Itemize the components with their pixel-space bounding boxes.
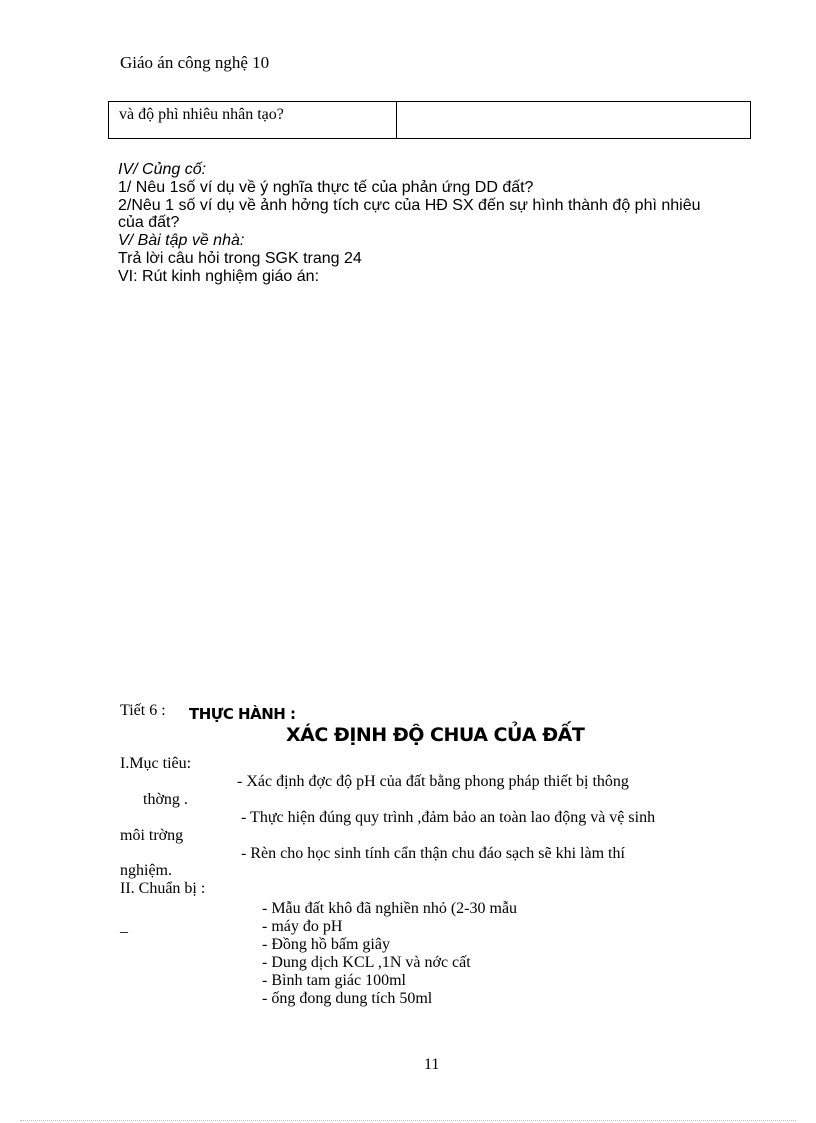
preparation-list [262,900,517,1008]
consolidation-heading: IV/ Củng cố: [118,161,207,178]
lesson-title-line2: XÁC ĐỊNH ĐỘ CHUA CỦA ĐẤT [286,724,585,746]
document-header: Giáo án công nghệ 10 [120,53,270,72]
list-item: - máy đo pH [262,918,343,935]
lesson-label: Tiết 6 : [120,702,166,719]
list-item: - Bình tam giác 100ml [262,972,406,989]
list-item: - Mẫu đất khô đã nghiền nhỏ (2-30 mẫu [262,900,518,917]
objective-3-line1: - Rèn cho học sinh tính cẩn thận chu đáo sạch sẽ khi làm thí [241,845,625,862]
consolidation-question-1: 1/ Nêu 1số ví dụ về ý nghĩa thực tế của phản ứng DD đất? [118,179,534,196]
objective-1-line1: - Xác định đợc độ pH của đất bằng phong pháp thiết bị thông [237,773,629,790]
list-item: - Đồng hồ bấm giây [262,936,390,953]
lesson-title-line1: THỰC HÀNH : [189,705,296,723]
table-cell: và độ phì nhiêu nhân tạo? [109,102,397,138]
table [108,101,751,139]
preparation-dash: _ [120,918,128,935]
objective-1-line2: thờng . [143,791,188,808]
preparation-heading: II. Chuẩn bị : [120,880,206,897]
page-bottom-divider [20,1120,796,1121]
review-heading: VI: Rút kinh nghiệm giáo án: [118,268,320,285]
objective-3-line2: nghiệm. [120,862,172,879]
objective-2-line2: môi trờng [120,827,184,844]
homework-text: Trả lời câu hỏi trong SGK trang 24 [118,250,362,267]
objective-2-line1: - Thực hiện đúng quy trình ,đảm bảo an toàn lao động và vệ sinh [241,809,656,826]
objectives-heading: I.Mục tiêu: [120,755,192,772]
page-number: 11 [424,1056,440,1073]
list-item: - Dung dịch KCL ,1N và nớc cất [262,954,471,971]
list-item: - ống đong dung tích 50ml [262,990,433,1007]
consolidation-question-2-line1: 2/Nêu 1 số ví dụ về ảnh hởng tích cực của HĐ SX đến sự hình thành độ phì nhiêu [118,197,701,214]
homework-heading: V/ Bài tập về nhà: [118,232,245,249]
table-cell-empty [397,102,750,138]
consolidation-question-2-line2: của đất? [118,214,180,231]
